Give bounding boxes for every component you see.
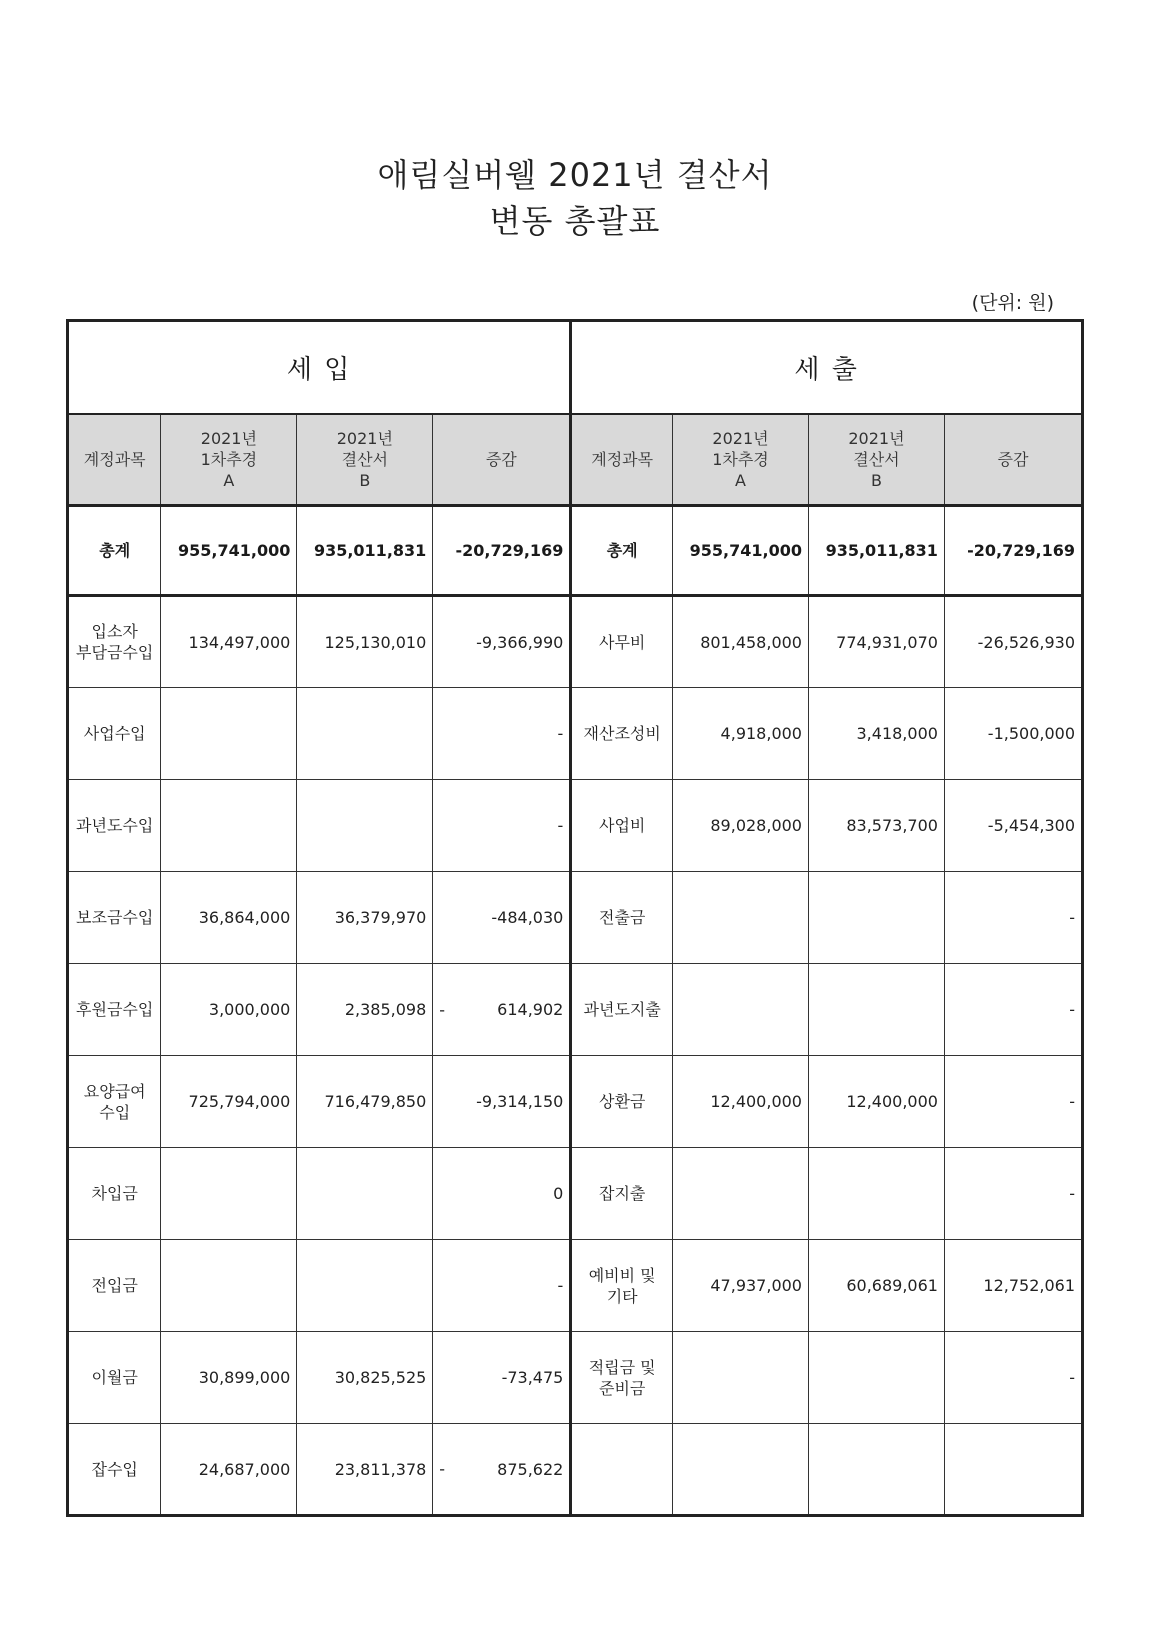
revenue-total-settlement: 935,011,831 (297, 506, 433, 596)
revenue-change-cell: -9,366,990 (433, 596, 571, 688)
expenditure-budget-cell: 801,458,000 (673, 596, 809, 688)
document-subtitle: 변동 총괄표 (489, 202, 661, 240)
revenue-account-cell: 전입금 (68, 1240, 161, 1332)
expenditure-total-settlement: 935,011,831 (808, 506, 944, 596)
revenue-change-cell: - (433, 780, 571, 872)
expenditure-total-budget: 955,741,000 (673, 506, 809, 596)
expenditure-settlement-cell: 60,689,061 (808, 1240, 944, 1332)
expenditure-settlement-cell (808, 1332, 944, 1424)
settlement-summary-table (66, 319, 1084, 1517)
expenditure-settlement-cell: 774,931,070 (808, 596, 944, 688)
table-row (68, 872, 1083, 964)
revenue-total-change: -20,729,169 (433, 506, 571, 596)
expenditure-settlement-cell: 3,418,000 (808, 688, 944, 780)
revenue-account-cell: 차입금 (68, 1148, 161, 1240)
change-value: 614,902 (497, 1000, 564, 1019)
revenue-budget-cell: 30,899,000 (161, 1332, 297, 1424)
revenue-budget-cell: 134,497,000 (161, 596, 297, 688)
revenue-account-cell: 입소자 부담금수입 (68, 596, 161, 688)
revenue-budget-cell (161, 780, 297, 872)
expenditure-total-change: -20,729,169 (944, 506, 1082, 596)
revenue-account-cell: 잡수입 (68, 1424, 161, 1516)
revenue-change-cell: - (433, 1240, 571, 1332)
revenue-settlement-header: 2021년 결산서 B (297, 414, 433, 506)
expenditure-settlement-cell: 12,400,000 (808, 1056, 944, 1148)
expenditure-change-cell: - (944, 1056, 1082, 1148)
revenue-budget-cell (161, 1148, 297, 1240)
table-row (68, 780, 1083, 872)
table-row (68, 1240, 1083, 1332)
revenue-change-cell: - (433, 688, 571, 780)
revenue-change-cell: 0 (433, 1148, 571, 1240)
expenditure-change-cell: - (944, 872, 1082, 964)
expenditure-change-header: 증감 (944, 414, 1082, 506)
document-title: 애림실버웰 2021년 결산서 (377, 156, 773, 194)
expenditure-budget-cell (673, 1332, 809, 1424)
revenue-budget-cell: 725,794,000 (161, 1056, 297, 1148)
expenditure-account-cell: 사무비 (571, 596, 673, 688)
expenditure-total-label: 총계 (571, 506, 673, 596)
expenditure-change-cell (944, 1424, 1082, 1516)
unit-label: (단위: 원) (971, 292, 1054, 314)
revenue-settlement-cell: 716,479,850 (297, 1056, 433, 1148)
expenditure-change-cell: 12,752,061 (944, 1240, 1082, 1332)
expenditure-change-cell: -1,500,000 (944, 688, 1082, 780)
expenditure-budget-cell (673, 1148, 809, 1240)
change-value: 875,622 (497, 1459, 564, 1479)
revenue-settlement-cell: 2,385,098 (297, 964, 433, 1056)
expenditure-settlement-cell (808, 872, 944, 964)
revenue-settlement-cell: 125,130,010 (297, 596, 433, 688)
revenue-account-cell: 보조금수입 (68, 872, 161, 964)
revenue-account-cell: 요양급여 수입 (68, 1056, 161, 1148)
section-header-row (68, 321, 1083, 414)
revenue-account-cell: 이월금 (68, 1332, 161, 1424)
expenditure-change-cell: - (944, 964, 1082, 1056)
expenditure-account-header: 계정과목 (571, 414, 673, 506)
revenue-budget-cell: 3,000,000 (161, 964, 297, 1056)
expenditure-account-cell: 상환금 (571, 1056, 673, 1148)
revenue-account-cell: 사업수입 (68, 688, 161, 780)
revenue-settlement-cell: 36,379,970 (297, 872, 433, 964)
revenue-settlement-cell (297, 1148, 433, 1240)
revenue-account-header: 계정과목 (68, 414, 161, 506)
expenditure-account-cell: 과년도지출 (571, 964, 673, 1056)
revenue-section-title: 세 입 (68, 321, 571, 414)
revenue-budget-cell (161, 688, 297, 780)
revenue-account-cell: 후원금수입 (68, 964, 161, 1056)
revenue-change-cell (433, 964, 571, 1056)
revenue-change-cell: -9,314,150 (433, 1056, 571, 1148)
revenue-budget-header: 2021년 1차추경 A (161, 414, 297, 506)
expenditure-section-title: 세 출 (571, 321, 1083, 414)
table-row (68, 1056, 1083, 1148)
expenditure-account-cell (571, 1424, 673, 1516)
expenditure-budget-cell: 4,918,000 (673, 688, 809, 780)
expenditure-change-cell: - (944, 1148, 1082, 1240)
revenue-total-label: 총계 (68, 506, 161, 596)
expenditure-account-cell: 잡지출 (571, 1148, 673, 1240)
expenditure-settlement-cell (808, 1424, 944, 1516)
expenditure-budget-cell (673, 964, 809, 1056)
expenditure-budget-header: 2021년 1차추경 A (673, 414, 809, 506)
expenditure-account-cell: 사업비 (571, 780, 673, 872)
expenditure-account-cell: 적립금 및 준비금 (571, 1332, 673, 1424)
table-row (68, 1332, 1083, 1424)
expenditure-account-cell: 재산조성비 (571, 688, 673, 780)
revenue-budget-cell (161, 1240, 297, 1332)
change-sign: - (439, 1000, 446, 1019)
revenue-budget-cell: 36,864,000 (161, 872, 297, 964)
expenditure-budget-cell: 47,937,000 (673, 1240, 809, 1332)
revenue-change-cell (433, 1424, 571, 1516)
revenue-budget-cell: 24,687,000 (161, 1424, 297, 1516)
expenditure-budget-cell: 12,400,000 (673, 1056, 809, 1148)
expenditure-settlement-cell: 83,573,700 (808, 780, 944, 872)
revenue-settlement-cell: 23,811,378 (297, 1424, 433, 1516)
revenue-change-cell: -73,475 (433, 1332, 571, 1424)
revenue-settlement-cell (297, 1240, 433, 1332)
expenditure-account-cell: 예비비 및 기타 (571, 1240, 673, 1332)
total-row (68, 506, 1083, 596)
table-row (68, 964, 1083, 1056)
revenue-change-cell: -484,030 (433, 872, 571, 964)
expenditure-account-cell: 전출금 (571, 872, 673, 964)
table-row (68, 1148, 1083, 1240)
expenditure-change-cell: -5,454,300 (944, 780, 1082, 872)
revenue-change-header: 증감 (433, 414, 571, 506)
expenditure-budget-cell: 89,028,000 (673, 780, 809, 872)
expenditure-settlement-cell (808, 1148, 944, 1240)
column-header-row (68, 414, 1083, 506)
expenditure-change-cell: -26,526,930 (944, 596, 1082, 688)
table-row (68, 1424, 1083, 1516)
table-row (68, 688, 1083, 780)
expenditure-settlement-header: 2021년 결산서 B (808, 414, 944, 506)
change-sign: - (439, 1459, 446, 1479)
revenue-settlement-cell (297, 688, 433, 780)
revenue-total-budget: 955,741,000 (161, 506, 297, 596)
revenue-account-cell: 과년도수입 (68, 780, 161, 872)
expenditure-change-cell: - (944, 1332, 1082, 1424)
revenue-settlement-cell: 30,825,525 (297, 1332, 433, 1424)
revenue-settlement-cell (297, 780, 433, 872)
expenditure-budget-cell (673, 1424, 809, 1516)
expenditure-settlement-cell (808, 964, 944, 1056)
expenditure-budget-cell (673, 872, 809, 964)
table-row (68, 596, 1083, 688)
